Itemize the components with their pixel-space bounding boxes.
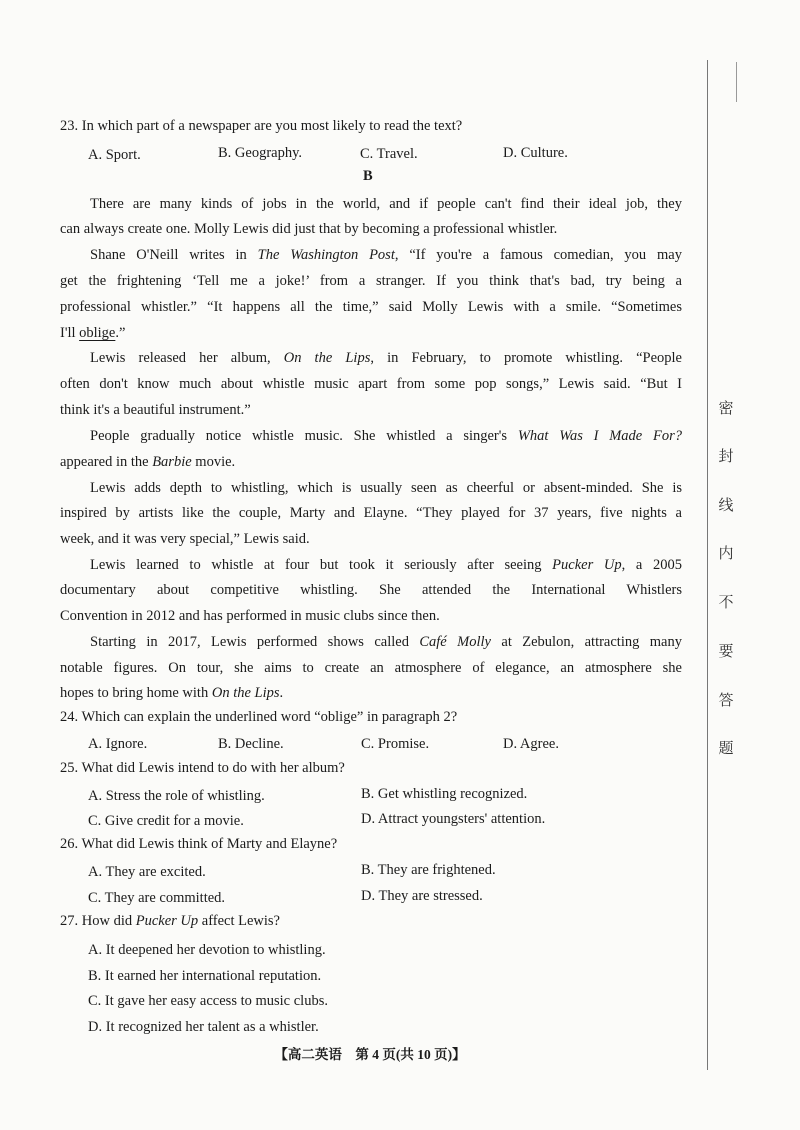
question-26-stem: 26. What did Lewis think of Marty and Elayne? <box>60 836 338 852</box>
seal-char-5: 不 <box>718 595 734 611</box>
q25-option-d: D. Attract youngsters' attention. <box>361 811 546 827</box>
page-footer: 【高二英语 第 4 页(共 10 页)】 <box>274 1047 466 1062</box>
question-25-stem: 25. What did Lewis intend to do with her album? <box>60 760 345 776</box>
seal-line-divider <box>707 60 708 1070</box>
paragraph-7-line-3: hopes to bring home with On the Lips. <box>60 685 284 701</box>
q25-option-a: A. Stress the role of whistling. <box>88 788 265 804</box>
paragraph-5-line-2: inspired by artists like the couple, Marty and Elayne. “They played for 37 years, five nights a <box>60 505 682 521</box>
paragraph-4-line-2: appeared in the Barbie movie. <box>60 454 236 470</box>
italic-title: On the Lips <box>211 685 280 701</box>
italic-title: What Was I Made For? <box>517 428 683 444</box>
underlined-word: oblige <box>79 325 116 341</box>
q27-option-a: A. It deepened her devotion to whistling. <box>88 942 326 958</box>
paragraph-1-line-1: There are many kinds of jobs in the world, and if people can't find their ideal job, they <box>90 196 682 212</box>
q23-option-b: B. Geography. <box>218 145 303 161</box>
q27-option-c: C. It gave her easy access to music clubs. <box>88 993 328 1009</box>
paragraph-4-line-1: People gradually notice whistle music. She whistled a singer's What Was I Made For? <box>90 428 683 444</box>
italic-title: Barbie <box>152 454 192 470</box>
margin-mark <box>736 62 737 102</box>
seal-char-1: 密 <box>718 401 734 417</box>
seal-char-3: 线 <box>718 498 734 514</box>
q24-option-c: C. Promise. <box>361 736 430 752</box>
italic-title: Pucker Up <box>135 913 199 929</box>
q25-option-b: B. Get whistling recognized. <box>361 786 528 802</box>
q25-option-c: C. Give credit for a movie. <box>88 813 244 829</box>
question-24-stem: 24. Which can explain the underlined word “oblige” in paragraph 2? <box>60 709 458 725</box>
paragraph-7-line-1: Starting in 2017, Lewis performed shows called Café Molly at Zebulon, attracting many <box>90 634 682 650</box>
q23-option-c: C. Travel. <box>360 146 418 162</box>
paragraph-2-line-1: Shane O'Neill writes in The Washington Post, “If you're a famous comedian, you may <box>90 247 682 263</box>
paragraph-2-line-4: I'll oblige.” <box>60 325 126 341</box>
q24-option-b: B. Decline. <box>218 736 284 752</box>
q26-option-a: A. They are excited. <box>88 864 206 880</box>
q24-option-d: D. Agree. <box>503 736 559 752</box>
seal-char-6: 要 <box>718 644 734 660</box>
seal-char-8: 题 <box>718 741 734 757</box>
q26-option-b: B. They are frightened. <box>361 862 496 878</box>
q27-option-d: D. It recognized her talent as a whistler. <box>88 1019 319 1035</box>
paragraph-2-line-3: professional whistler.” “It happens all the time,” said Molly Lewis with a smile. “Sometimes <box>60 299 682 315</box>
paragraph-6-line-2: documentary about competitive whistling. She attended the International Whistlers <box>60 582 682 598</box>
paragraph-5-line-3: week, and it was very special,” Lewis said. <box>60 531 310 547</box>
question-23-stem: 23. In which part of a newspaper are you most likely to read the text? <box>60 118 463 134</box>
q24-option-a: A. Ignore. <box>88 736 148 752</box>
paragraph-7-line-2: notable figures. On tour, she aims to create an atmosphere of elegance, an atmosphere she <box>60 660 682 676</box>
q26-option-c: C. They are committed. <box>88 890 226 906</box>
italic-title: The Washington Post <box>257 247 395 263</box>
paragraph-2-line-2: get the frightening ‘Tell me a joke!’ from a stranger. If you think that's bad, try being a <box>60 273 682 289</box>
paragraph-1-line-2: can always create one. Molly Lewis did just that by becoming a professional whistler. <box>60 221 558 237</box>
seal-char-2: 封 <box>718 449 734 465</box>
paragraph-3-line-2: often don't know much about whistle music apart from some pop songs,” Lewis said. “But I <box>60 376 682 392</box>
paragraph-6-line-1: Lewis learned to whistle at four but took it seriously after seeing Pucker Up, a 2005 <box>90 557 683 573</box>
paragraph-5-line-1: Lewis adds depth to whistling, which is usually seen as cheerful or absent-minded. She is <box>90 480 682 496</box>
q27-option-b: B. It earned her international reputation. <box>88 968 322 984</box>
italic-title: Pucker Up <box>552 557 622 573</box>
q26-option-d: D. They are stressed. <box>361 888 483 904</box>
paragraph-3-line-1: Lewis released her album, On the Lips, in February, to promote whistling. “People <box>90 350 682 366</box>
italic-title: Café Molly <box>419 634 491 650</box>
section-heading-b: B <box>363 168 373 184</box>
paragraph-6-line-3: Convention in 2012 and has performed in music clubs since then. <box>60 608 440 624</box>
q23-option-a: A. Sport. <box>88 147 141 163</box>
q23-option-d: D. Culture. <box>503 145 568 161</box>
seal-char-4: 内 <box>718 546 734 562</box>
question-27-stem: 27. How did Pucker Up affect Lewis? <box>60 913 280 929</box>
seal-char-7: 答 <box>718 693 734 709</box>
italic-title: On the Lips <box>283 350 371 366</box>
paragraph-3-line-3: think it's a beautiful instrument.” <box>60 402 251 418</box>
